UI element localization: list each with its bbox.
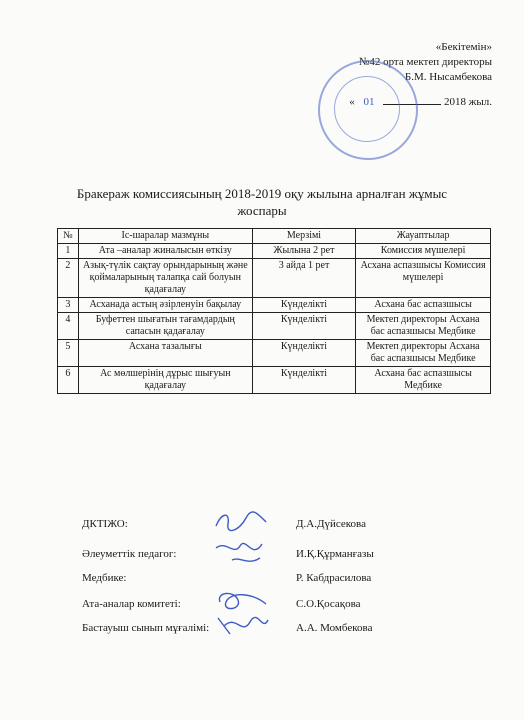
table-row <box>58 244 491 259</box>
header-activity: Іс-шаралар мазмұны <box>78 229 252 244</box>
row-activity: Асхана тазалығы <box>78 340 252 367</box>
row-term: Күнделікті <box>252 313 355 340</box>
signature-name: А.А. Момбекова <box>296 622 373 634</box>
signature-role: ДКТІЖО: <box>82 518 128 530</box>
row-no: 1 <box>58 244 79 259</box>
signature-role: Ата-аналар комитеті: <box>82 598 181 610</box>
table-row <box>58 340 491 367</box>
signature-row <box>82 514 482 534</box>
row-no: 6 <box>58 367 79 394</box>
row-activity: Азық-түлік сақтау орындарының және қоймаларының талапқа сай болуын қадағалау <box>78 259 252 298</box>
date-year: 2018 жыл. <box>444 96 492 108</box>
signature-role: Әлеуметтік педагог: <box>82 548 177 560</box>
row-activity: Асханада астың әзірленуін бақылау <box>78 298 252 313</box>
signature-row <box>82 618 482 638</box>
row-activity: Буфеттен шығатын тағамдардың сапасын қадағалау <box>78 313 252 340</box>
row-term: Жылына 2 рет <box>252 244 355 259</box>
signature-role: Бастауыш сынып мұғалімі: <box>82 622 210 634</box>
row-activity: Ас мөлшерінің дұрыс шығуын қадағалау <box>78 367 252 394</box>
table-header-row <box>58 229 491 244</box>
header-responsible: Жауаптылар <box>356 229 491 244</box>
table-row <box>58 313 491 340</box>
stamp-inner-ring <box>334 76 400 142</box>
row-responsible: Асхана бас аспазшысы Медбике <box>356 367 491 394</box>
signature-name: С.О.Қосақова <box>296 598 361 610</box>
approved-label: «Бекітемін» <box>435 41 492 53</box>
row-term: Күнделікті <box>252 298 355 313</box>
signature-row <box>82 594 482 614</box>
row-activity: Ата –аналар жиналысын өткізу <box>78 244 252 259</box>
table-row <box>58 298 491 313</box>
official-stamp <box>318 60 418 160</box>
row-responsible: Асхана аспазшысы Комиссия мүшелері <box>356 259 491 298</box>
signature-row <box>82 568 482 588</box>
work-plan-table <box>57 228 491 394</box>
row-no: 3 <box>58 298 79 313</box>
row-responsible: Асхана бас аспазшысы <box>356 298 491 313</box>
header-no: № <box>58 229 79 244</box>
director-title: №42 орта мектеп директоры <box>358 56 492 68</box>
table-row <box>58 367 491 394</box>
row-term: Күнделікті <box>252 367 355 394</box>
signature-name: Д.А.Дүйсекова <box>296 518 366 530</box>
row-term: Күнделікті <box>252 340 355 367</box>
handwritten-signature <box>212 538 272 568</box>
director-name: Б.М. Нысамбекова <box>404 71 492 83</box>
row-no: 4 <box>58 313 79 340</box>
row-responsible: Мектеп директоры Асхана бас аспазшысы Медбике <box>356 340 491 367</box>
handwritten-signature <box>212 612 272 640</box>
date-prefix: « <box>349 96 355 108</box>
signature-role: Медбике: <box>82 572 127 584</box>
handwritten-signature <box>212 508 272 536</box>
row-responsible: Комиссия мүшелері <box>356 244 491 259</box>
signature-row <box>82 544 482 564</box>
row-term: 3 айда 1 рет <box>252 259 355 298</box>
row-no: 2 <box>58 259 79 298</box>
table-row <box>58 259 491 298</box>
row-responsible: Мектеп директоры Асхана бас аспазшысы Медбике <box>356 313 491 340</box>
date-day: 01 <box>363 96 375 108</box>
signature-name: И.Қ.Құрманғазы <box>296 548 374 560</box>
header-term: Мерзімі <box>252 229 355 244</box>
signature-name: Р. Кабдрасилова <box>296 572 372 584</box>
document-title: Бракераж комиссиясының 2018-2019 оқу жылына арналған жұмыс жоспары <box>76 186 448 218</box>
row-no: 5 <box>58 340 79 367</box>
